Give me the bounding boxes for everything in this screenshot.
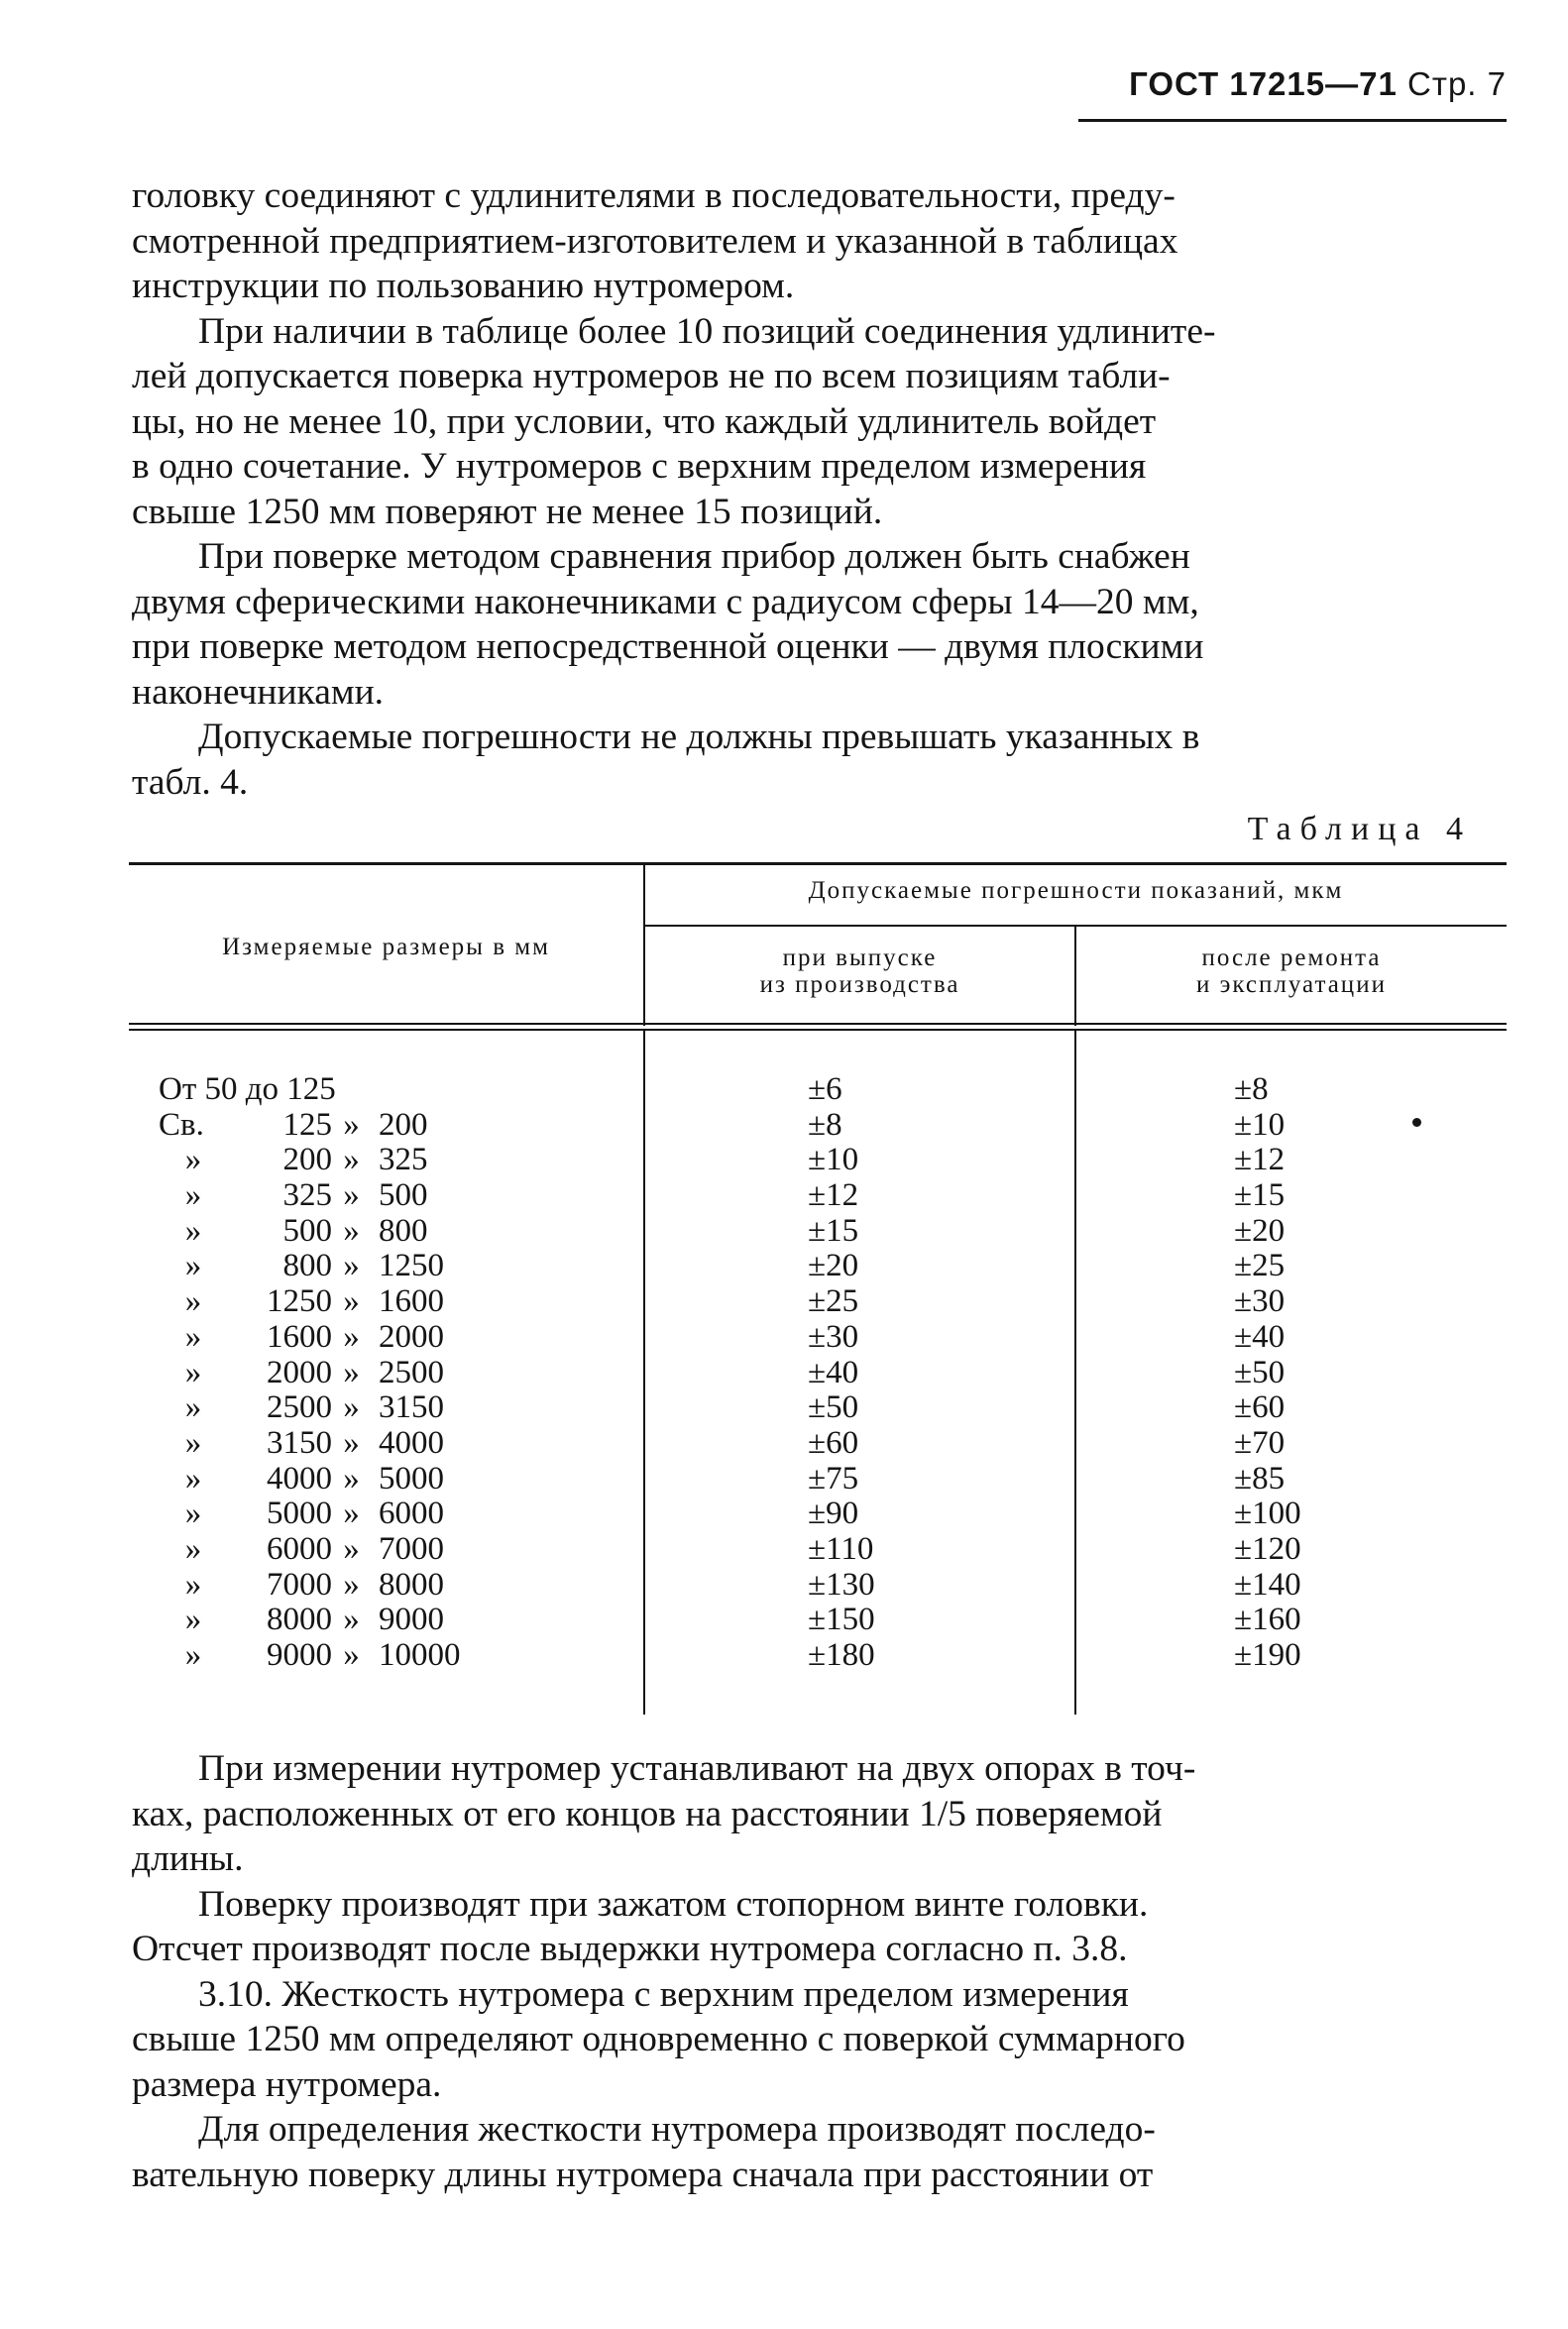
- size-from: 325: [282, 1177, 332, 1214]
- scan-dot: [1412, 1118, 1421, 1127]
- column-divider: [643, 1031, 645, 1715]
- tolerance-repair: ±15: [1234, 1177, 1286, 1214]
- ditto-mark: »: [184, 1496, 202, 1532]
- size-to: 800: [379, 1212, 428, 1249]
- header-rule: [1078, 119, 1507, 122]
- column-divider: [1074, 1031, 1076, 1715]
- ditto-mark: »: [343, 1283, 360, 1320]
- paragraph: При измерении нутромер устанавливают на двух опорах в точ- ках, расположенных от его концов на расстоянии 1/5 поверяемой длины.: [132, 1748, 1196, 1879]
- tolerance-release: ±25: [808, 1283, 859, 1320]
- size-prefix: Св.: [159, 1106, 204, 1143]
- size-row: [159, 1462, 555, 1497]
- size-from: 125: [282, 1106, 332, 1143]
- size-to: 5000: [379, 1460, 444, 1497]
- table-caption: Таблица 4: [1247, 811, 1472, 847]
- ditto-mark: »: [343, 1177, 360, 1214]
- tolerance-repair: ±8: [1234, 1071, 1269, 1107]
- size-from: 5000: [267, 1496, 332, 1532]
- size-to: 1250: [379, 1248, 444, 1284]
- ditto-mark: »: [343, 1566, 360, 1603]
- size-row: [159, 1108, 555, 1144]
- tolerance-release: ±30: [808, 1318, 859, 1355]
- page-header: [1080, 65, 1507, 103]
- tolerance-release: ±180: [808, 1637, 875, 1673]
- tolerance-release: ±130: [808, 1566, 875, 1603]
- size-row: [159, 1390, 555, 1426]
- ditto-mark: »: [343, 1424, 360, 1461]
- tolerance-repair: ±25: [1234, 1248, 1286, 1284]
- body-text-bottom: [132, 1746, 1507, 2197]
- page-number: Стр. 7: [1407, 65, 1507, 102]
- ditto-mark: »: [184, 1566, 202, 1603]
- size-row: [159, 1638, 555, 1674]
- tolerance-release: ±90: [808, 1496, 859, 1532]
- tolerance-repair: ±40: [1234, 1318, 1286, 1355]
- tolerance-table: [129, 862, 1507, 1724]
- column-repair: [1234, 1072, 1301, 1674]
- size-to: 3150: [379, 1389, 444, 1426]
- table-header-rule: [129, 1023, 1507, 1025]
- size-row: [159, 1320, 555, 1356]
- tolerance-repair: ±160: [1234, 1602, 1301, 1638]
- size-row: [159, 1214, 555, 1250]
- tolerance-repair: ±140: [1234, 1566, 1301, 1603]
- tolerance-release: ±40: [808, 1354, 859, 1390]
- tolerance-release: ±8: [808, 1106, 842, 1143]
- size-from: 200: [282, 1142, 332, 1178]
- paragraph: При наличии в таблице более 10 позиций соединения удлините- лей допускается поверка нутромеров не по всем позициям табли- цы, но не менее 10, при условии, что каждый удлинитель войдет в одно сочетание. У нутромеров с верхним пределом измерения свыше 1250 мм поверяют не менее 15 позиций.: [132, 310, 1216, 532]
- size-range-text: От 50 до 125: [159, 1071, 336, 1107]
- ditto-mark: »: [343, 1142, 360, 1178]
- tolerance-release: ±10: [808, 1142, 859, 1178]
- tolerance-release: ±75: [808, 1460, 859, 1497]
- size-to: 325: [379, 1142, 428, 1178]
- paragraph: Поверку производят при зажатом стопорном винте головки. Отсчет производят после выдержки нутромера согласно п. 3.8.: [132, 1883, 1149, 1969]
- ditto-mark: »: [343, 1496, 360, 1532]
- size-row: [159, 1143, 555, 1178]
- tolerance-release: ±12: [808, 1177, 859, 1214]
- tolerance-release: ±20: [808, 1248, 859, 1284]
- paragraph: головку соединяют с удлинителями в последовательности, преду- смотренной предприятием-изготовителем и указанной в таблицах инструкции по пользованию нутромером.: [132, 175, 1178, 306]
- col-repair-header: после ремонта и эксплуатации: [1196, 944, 1387, 998]
- size-to: 10000: [379, 1637, 461, 1673]
- size-from: 9000: [267, 1637, 332, 1673]
- size-to: 1600: [379, 1283, 444, 1320]
- ditto-mark: »: [184, 1142, 202, 1178]
- size-row: [159, 1249, 555, 1284]
- tolerance-repair: ±100: [1234, 1496, 1301, 1532]
- ditto-mark: »: [184, 1637, 202, 1673]
- tolerance-repair: ±30: [1234, 1283, 1286, 1320]
- col-sizes-header: Измеряемые размеры в мм: [222, 934, 550, 960]
- size-from: 8000: [267, 1602, 332, 1638]
- tolerance-release: ±50: [808, 1389, 859, 1426]
- ditto-mark: »: [184, 1530, 202, 1567]
- size-to: 200: [379, 1106, 428, 1143]
- ditto-mark: »: [184, 1602, 202, 1638]
- size-from: 2000: [267, 1354, 332, 1390]
- paragraph: Для определения жесткости нутромера производят последо- вательную поверку длины нутромера сначала при расстоянии от: [132, 2109, 1156, 2195]
- size-row: [159, 1356, 555, 1391]
- size-to: 2500: [379, 1354, 444, 1390]
- ditto-mark: »: [343, 1637, 360, 1673]
- tolerance-repair: ±50: [1234, 1354, 1286, 1390]
- paragraph: Допускаемые погрешности не должны превышать указанных в табл. 4.: [132, 717, 1200, 803]
- size-row: [159, 1497, 555, 1532]
- paragraph: 3.10. Жесткость нутромера с верхним пределом измерения свыше 1250 мм определяют одновременно с поверкой суммарного размера нутромера.: [132, 1973, 1185, 2105]
- ditto-mark: »: [184, 1283, 202, 1320]
- ditto-mark: »: [184, 1460, 202, 1497]
- ditto-mark: »: [343, 1460, 360, 1497]
- size-from: 800: [282, 1248, 332, 1284]
- tolerance-release: ±60: [808, 1424, 859, 1461]
- ditto-mark: »: [184, 1318, 202, 1355]
- tolerance-release: ±110: [808, 1530, 874, 1567]
- ditto-mark: »: [343, 1389, 360, 1426]
- size-from: 3150: [267, 1424, 332, 1461]
- standard-number: ГОСТ 17215—71: [1129, 65, 1398, 102]
- size-from: 2500: [267, 1389, 332, 1426]
- ditto-mark: »: [184, 1177, 202, 1214]
- paragraph: При поверке методом сравнения прибор должен быть снабжен двумя сферическими наконечниками с радиусом сферы 14—20 мм, при поверке методом непосредственной оценки — двумя плоскими наконечниками.: [132, 536, 1204, 713]
- size-row: [159, 1426, 555, 1462]
- column-sizes: [159, 1072, 555, 1674]
- ditto-mark: »: [184, 1248, 202, 1284]
- table-header-rule: [129, 1029, 1507, 1031]
- tolerance-release: ±6: [808, 1071, 842, 1107]
- body-text-top: [132, 173, 1507, 805]
- size-from: 6000: [267, 1530, 332, 1567]
- column-release: [808, 1072, 875, 1674]
- size-to: 7000: [379, 1530, 444, 1567]
- tolerance-repair: ±20: [1234, 1212, 1286, 1249]
- size-from: 1600: [267, 1318, 332, 1355]
- ditto-mark: »: [184, 1424, 202, 1461]
- tolerance-release: ±15: [808, 1212, 859, 1249]
- size-row: [159, 1284, 555, 1320]
- table-top-rule: [129, 862, 1507, 865]
- ditto-mark: »: [343, 1602, 360, 1638]
- size-row: [159, 1532, 555, 1568]
- ditto-mark: »: [184, 1389, 202, 1426]
- ditto-mark: »: [343, 1530, 360, 1567]
- size-from: 7000: [267, 1566, 332, 1603]
- size-to: 4000: [379, 1424, 444, 1461]
- ditto-mark: »: [343, 1248, 360, 1284]
- size-row: [159, 1603, 555, 1638]
- size-to: 500: [379, 1177, 428, 1214]
- size-to: 8000: [379, 1566, 444, 1603]
- tolerance-repair: ±70: [1234, 1424, 1286, 1461]
- ditto-mark: »: [343, 1106, 360, 1143]
- col-release-header: при выпуске из производства: [759, 944, 960, 998]
- size-row: [159, 1568, 555, 1604]
- tolerance-release: ±150: [808, 1602, 875, 1638]
- size-from: 500: [282, 1212, 332, 1249]
- size-from: 1250: [267, 1283, 332, 1320]
- tolerance-repair: ±12: [1234, 1142, 1286, 1178]
- size-to: 2000: [379, 1318, 444, 1355]
- ditto-mark: »: [184, 1354, 202, 1390]
- size-to: 6000: [379, 1496, 444, 1532]
- ditto-mark: »: [343, 1354, 360, 1390]
- ditto-mark: »: [343, 1318, 360, 1355]
- ditto-mark: »: [343, 1212, 360, 1249]
- tolerance-repair: ±60: [1234, 1389, 1286, 1426]
- size-row: [159, 1072, 555, 1108]
- size-row: [159, 1178, 555, 1214]
- size-from: 4000: [267, 1460, 332, 1497]
- tolerance-repair: ±85: [1234, 1460, 1286, 1497]
- tolerance-repair: ±10: [1234, 1106, 1286, 1143]
- ditto-mark: »: [184, 1212, 202, 1249]
- size-to: 9000: [379, 1602, 444, 1638]
- tolerance-repair: ±120: [1234, 1530, 1301, 1567]
- tolerance-repair: ±190: [1234, 1637, 1301, 1673]
- group-header: Допускаемые погрешности показаний, мкм: [808, 877, 1344, 904]
